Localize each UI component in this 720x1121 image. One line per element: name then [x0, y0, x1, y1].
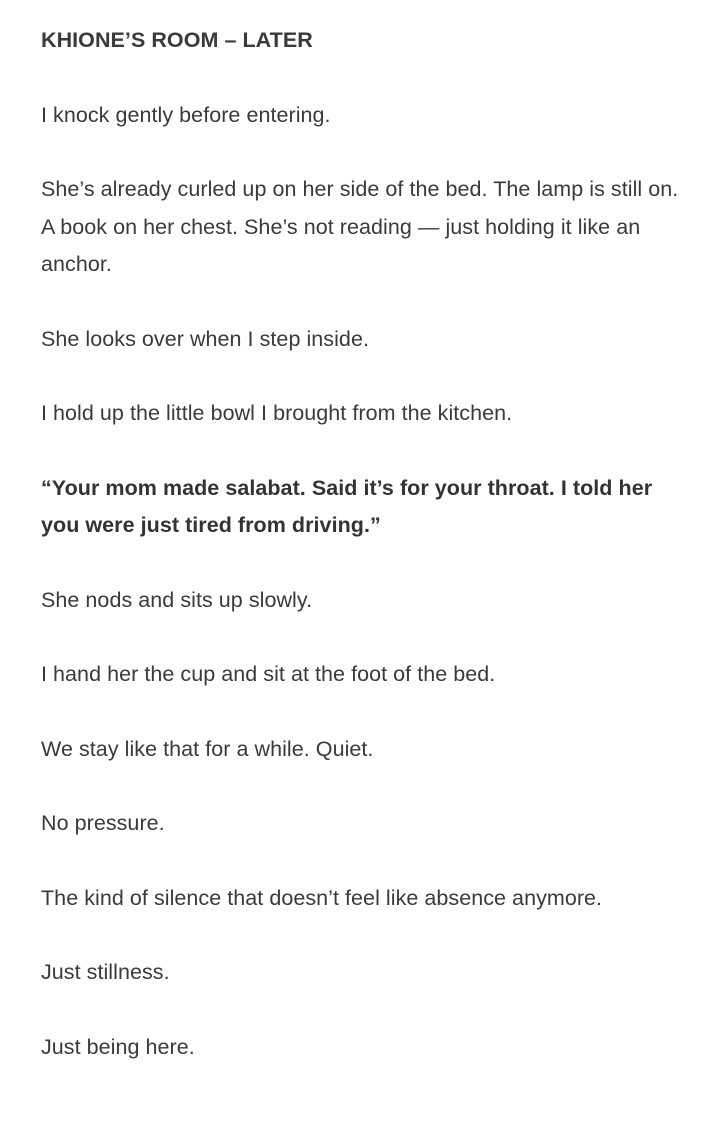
paragraph-hand-cup: I hand her the cup and sit at the foot of the bed. [41, 662, 496, 686]
paragraph-quiet: We stay like that for a while. Quiet. [41, 736, 374, 761]
paragraph-curled-up: She’s already curled up on her side of the bed. The lamp is still on. A book on her chest. She’s not reading — just holding it like an anchor. [41, 177, 679, 276]
paragraph-no-pressure: No pressure. [41, 811, 165, 835]
paragraph-looks-over: She looks over when I step inside. [41, 326, 369, 351]
dialogue-salabat: “Your mom made salabat. Said it’s for your throat. I told her you were just tired from driving.” [41, 475, 653, 537]
paragraph-stillness: Just stillness. [41, 960, 170, 984]
paragraph-silence: The kind of silence that doesn’t feel like absence anymore. [41, 885, 603, 910]
paragraph-knock: I knock gently before entering. [41, 102, 331, 127]
scene-heading: KHIONE’S ROOM – LATER [41, 28, 313, 52]
paragraph-hold-bowl: I hold up the little bowl I brought from the kitchen. [41, 401, 513, 425]
paragraph-nods: She nods and sits up slowly. [41, 587, 313, 612]
paragraph-being-here: Just being here. [41, 1034, 195, 1059]
